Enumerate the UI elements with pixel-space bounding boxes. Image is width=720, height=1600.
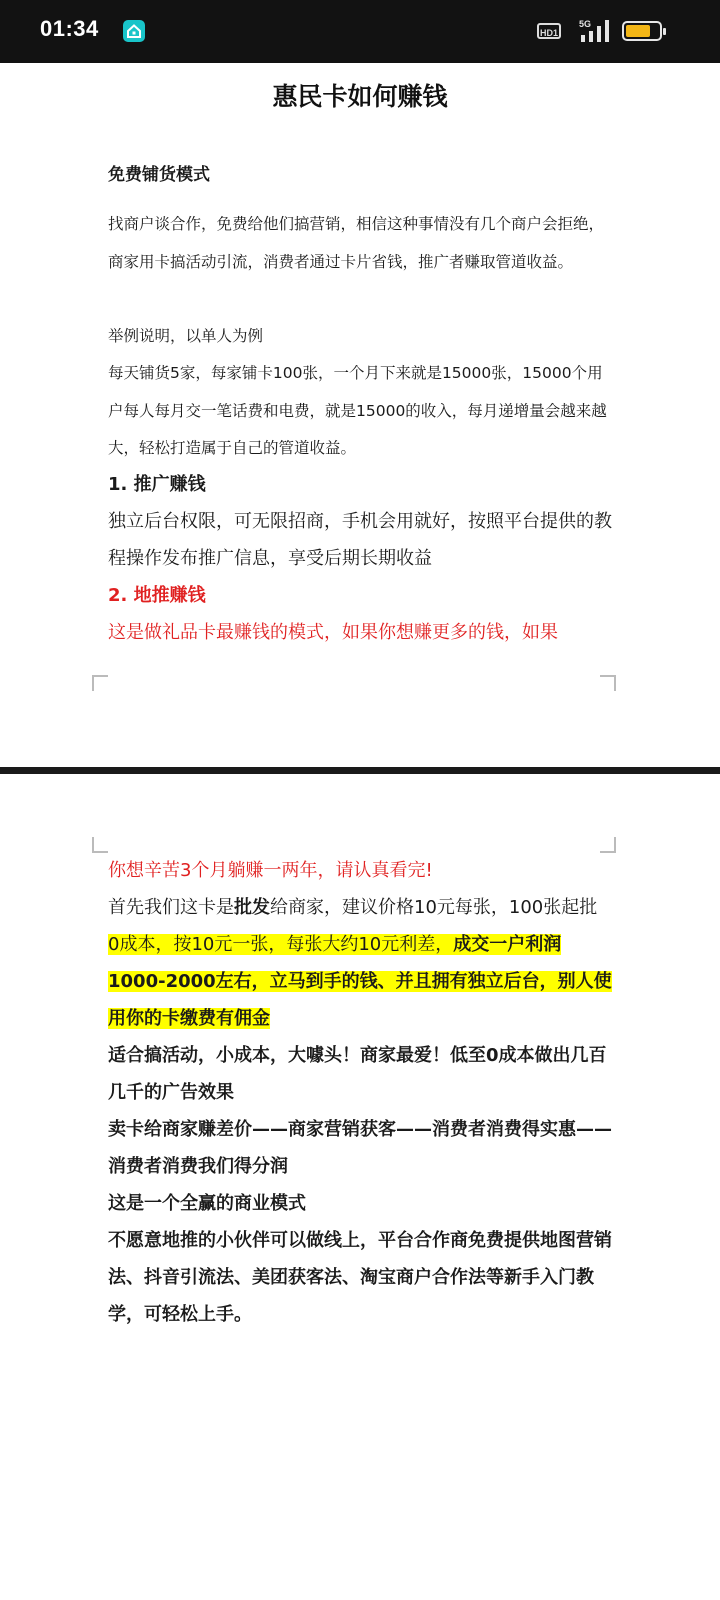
page-separator	[0, 767, 720, 774]
heading-ground-push: 2. 地推赚钱	[108, 585, 206, 606]
app-notification-icon	[123, 20, 145, 42]
paragraph-activity: 适合搞活动，小成本，大噱头！商家最爱！低至0成本做出几百几千的广告效果	[108, 1045, 607, 1103]
battery-icon	[622, 21, 662, 41]
paragraph-promotion: 独立后台权限，可无限招商，手机会用就好，按照平台提供的教程操作发布推广信息，享受后期长期收益	[108, 511, 612, 569]
paragraph-flow: 卖卡给商家赚差价——商家营销获客——消费者消费得实惠——消费者消费我们得分润	[108, 1119, 612, 1177]
paragraph-intro: 找商户谈合作，免费给他们搞营销，相信这种事情没有几个商户会拒绝，商家用卡搞活动引流，消费者通过卡片省钱，推广者赚取管道收益。	[108, 215, 605, 271]
document-title: 惠民卡如何赚钱	[272, 82, 448, 111]
highlight-bold-text: 成交一户利润1000-2000左右，立马到手的钱、并且拥有独立后台，别人使用你的卡缴费有佣金	[108, 934, 612, 1029]
paragraph-highlight	[108, 926, 618, 1037]
page-corner-mark	[92, 837, 108, 853]
paragraph-wholesale	[108, 889, 618, 926]
paragraph-win-win: 这是一个全赢的商业模式	[108, 1193, 306, 1214]
heading-promotion: 1. 推广赚钱	[108, 474, 206, 495]
document-page-1	[0, 63, 720, 767]
status-bar	[0, 0, 720, 63]
signal-5g-icon	[579, 18, 611, 42]
paragraph-ground-push: 这是做礼品卡最赚钱的模式，如果你想赚更多的钱，如果	[108, 622, 558, 643]
paragraph-calculation: 每天铺货5家，每家铺卡100张，一个月下来就是15000张，15000个用户每人每月交一笔话费和电费，就是15000的收入，每月递增量会越来越大，轻松打造属于自己的管道收益。	[108, 364, 607, 457]
network-label: 5G	[579, 19, 592, 29]
document-page-2	[0, 774, 720, 1600]
highlight-text: 0成本，按10元一张，每张大约10元利差，	[108, 934, 454, 955]
wholesale-text-end: 给商家，建议价格10元每张，100张起批	[270, 897, 598, 918]
hd-voice-icon: HD1	[537, 23, 561, 39]
battery-fill	[626, 25, 650, 37]
page-corner-mark	[600, 837, 616, 853]
section-heading: 免费铺货模式	[108, 165, 210, 185]
paragraph-online: 不愿意地推的小伙伴可以做线上，平台合作商免费提供地图营销法、抖音引流法、美团获客法、淘宝商户合作法等新手入门教学，可轻松上手。	[108, 1230, 612, 1325]
paragraph-example: 举例说明，以单人为例	[108, 327, 264, 345]
wholesale-text: 首先我们这卡是	[108, 897, 234, 918]
status-time: 01:34	[40, 16, 99, 41]
page-corner-mark	[600, 675, 616, 691]
wholesale-bold: 批发	[234, 897, 270, 918]
battery-tip	[663, 28, 666, 35]
paragraph-read-carefully: 你想辛苦3个月躺赚一两年，请认真看完!	[108, 860, 433, 881]
page-corner-mark	[92, 675, 108, 691]
